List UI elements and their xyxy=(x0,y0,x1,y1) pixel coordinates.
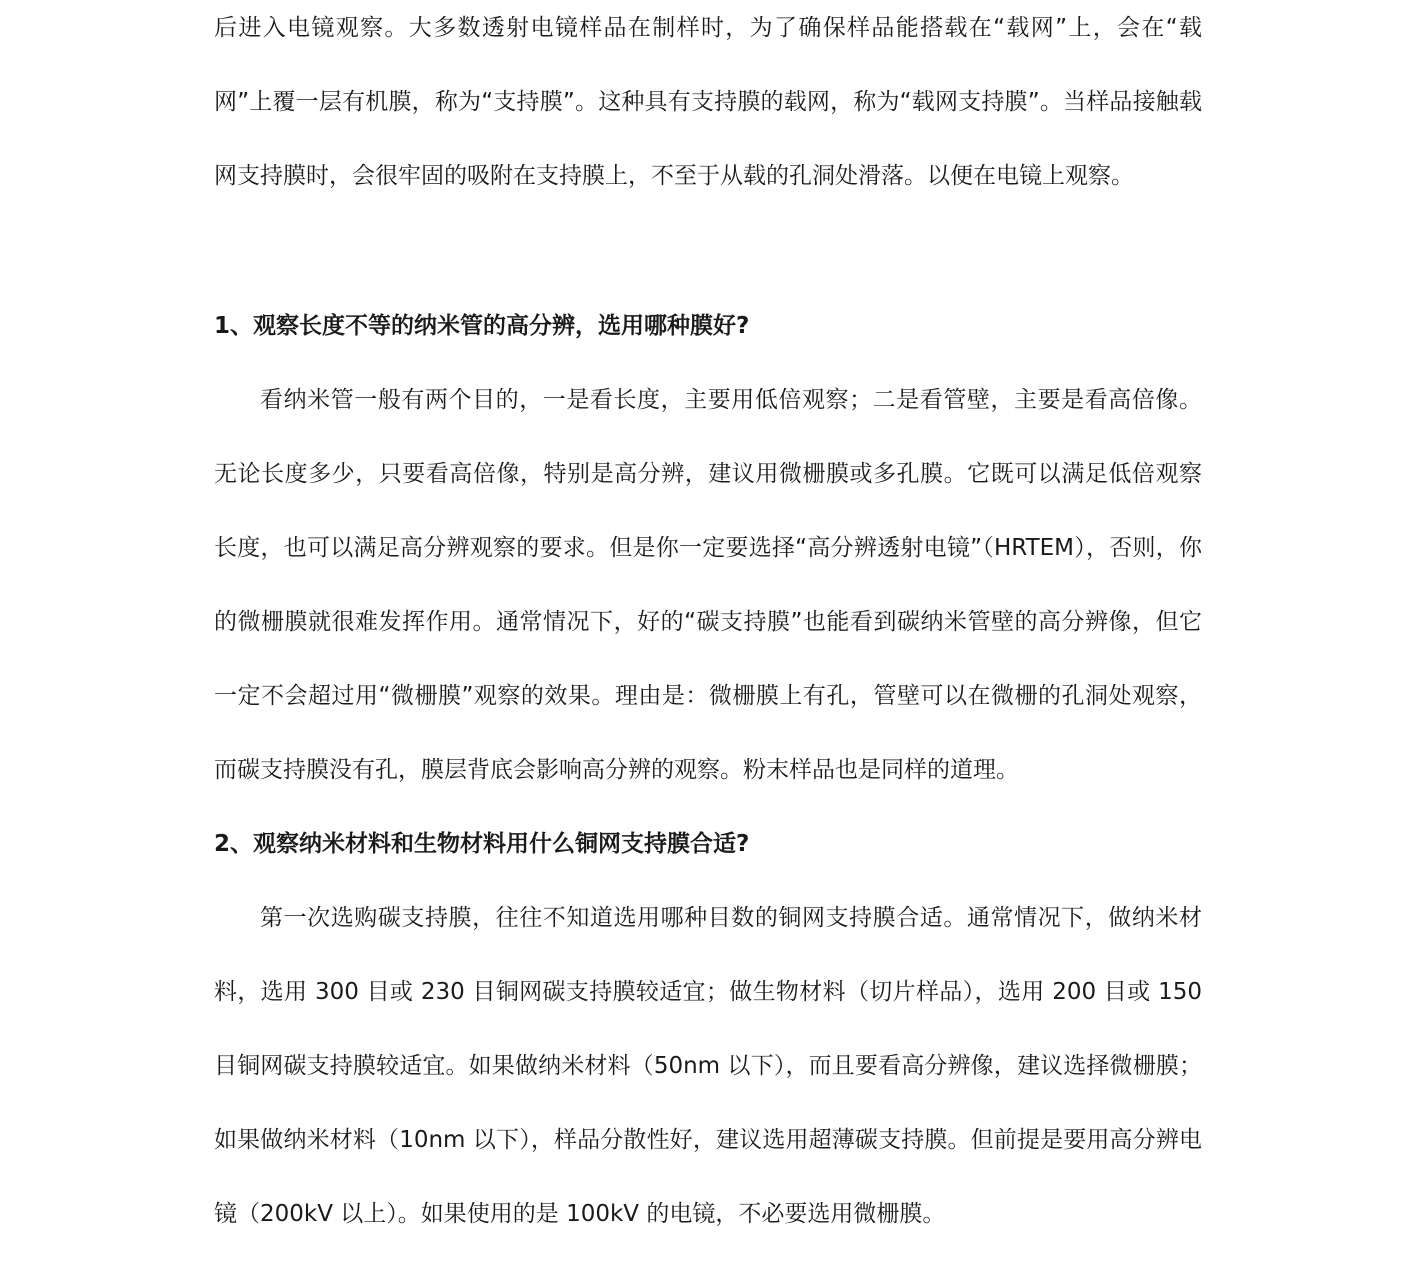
section-1-paragraph: 看纳米管一般有两个目的，一是看长度，主要用低倍观察；二是看管壁，主要是看高倍像。无论长度多少，只要看高倍像，特别是高分辨，建议用微栅膜或多孔膜。它既可以满足低倍观察长度，也可以满足高分辨观察的要求。但是你一定要选择“高分辨透射电镜”（HRTEM），否则，你的微栅膜就很难发挥作用。通常情况下，好的“碳支持膜”也能看到碳纳米管壁的高分辨像，但它一定不会超过用“微栅膜”观察的效果。理由是：微栅膜上有孔，管壁可以在微栅的孔洞处观察，而碳支持膜没有孔，膜层背底会影响高分辨的观察。粉末样品也是同样的道理。 xyxy=(214,387,1202,783)
section-2-paragraph: 第一次选购碳支持膜，往往不知道选用哪种目数的铜网支持膜合适。通常情况下，做纳米材料，选用 300 目或 230 目铜网碳支持膜较适宜；做生物材料（切片样品），选用 200 目或 150 目铜网碳支持膜较适宜。如果做纳米材料（50nm 以下），而且要看高分辨像，建议选择微栅膜；如果做纳米材料（10nm 以下），样品分散性好，建议选用超薄碳支持膜。但前提是要用高分辨电镜（200kV 以上）。如果使用的是 100kV 的电镜，不必要选用微栅膜。 xyxy=(214,905,1202,1227)
section-2-heading: 2、观察纳米材料和生物材料用什么铜网支持膜合适? xyxy=(214,831,750,857)
section-1-heading: 1、观察长度不等的纳米管的高分辨，选用哪种膜好? xyxy=(214,313,750,339)
intro-paragraph: 后进入电镜观察。大多数透射电镜样品在制样时，为了确保样品能搭载在“载网”上，会在“载网”上覆一层有机膜，称为“支持膜”。这种具有支持膜的载网，称为“载网支持膜”。当样品接触载网支持膜时，会很牢固的吸附在支持膜上，不至于从载的孔洞处滑落。以便在电镜上观察。 xyxy=(214,15,1202,189)
